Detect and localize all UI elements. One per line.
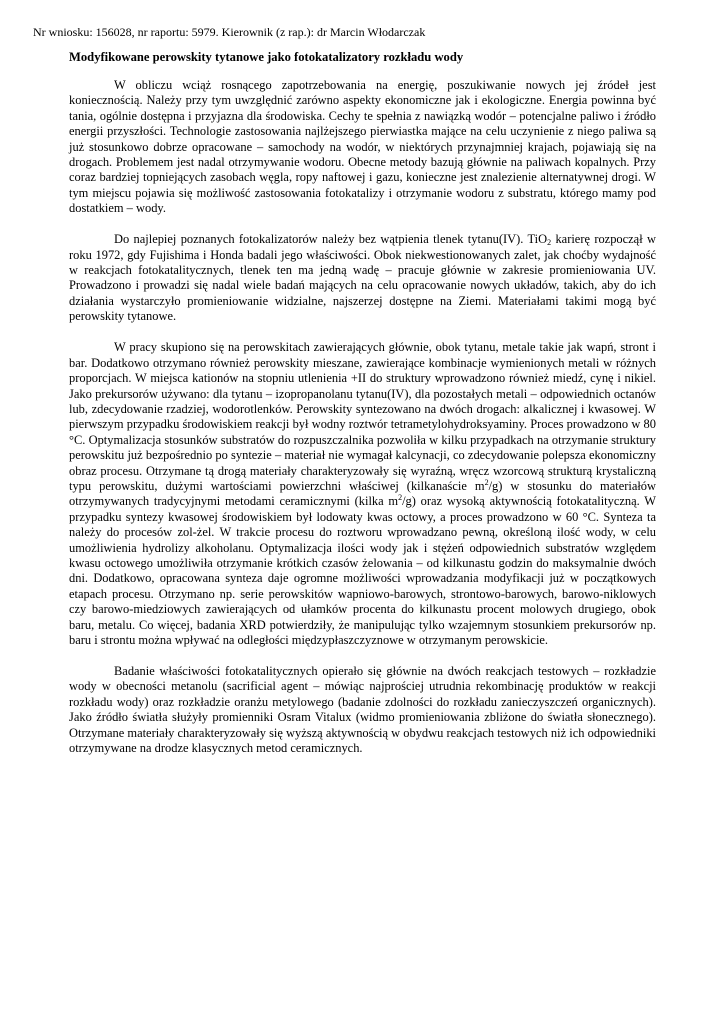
paragraph-3 xyxy=(69,340,656,648)
paragraph-3-text-c: /g) oraz wysoką aktywnością fotokatalityczną. W przypadku syntezy kwasowej środowiskiem był lodowaty kwas octowy, a proces prowadzono w 60 °C. Synteza ta należy do procesów zol-żel. W trakcie procesu do roztworu wprowadzano pewną, określoną ilość wody, w celu umożliwienia hydrolizy alkoholanu. Optymalizacja ilości wody jak i stężeń odpowiednich substratów względem kwasu octowego umożliwiła otrzymanie krótkich czasów żelowania – od kilkunastu godzin do maksymalnie dwóch dni. Dodatkowo, opracowana synteza daje ogromne możliwości wprowadzania modyfikacji już w początkowych etapach procesu. Otrzymano np. serie perowskitów wapniowo-barowych, strontowo-barowych, barowo-niklowych czy barowo-miedziowych zawierających od ułamków procenta do kilkunastu procent molowych drugiego, obok baru, metalu. Co więcej, badania XRD potwierdziły, że manipulując tylko wzajemnym stosunkiem prekursorów np. baru i strontu można wpływać na odległości międzypłaszczyznowe w otrzymanym perowskicie. xyxy=(69,494,656,647)
superscript-m2-first: 2 xyxy=(484,477,489,487)
paragraph-1: W obliczu wciąż rosnącego zapotrzebowania na energię, poszukiwanie nowych jej źródeł jest koniecznością. Należy przy tym uwzględnić zarówno aspekty ekonomiczne jak i ekologiczne. Energia powinna być tania, ogólnie dostępna i przyjazna dla środowiska. Cechy te spełnia z nawiązką wodór – potencjalne paliwo i źródło energii przyszłości. Technologie zastosowania najlżejszego pierwiastka mające na celu uczynienie z niego paliwa są już stosunkowo dobrze opracowane – samochody na wodór, w niektórych przynajmniej krajach, pojawiają się na drogach. Problemem jest nadal otrzymywanie wodoru. Obecne metody bazują głównie na paliwach kopalnych. Przy coraz bardziej topniejących zasobach węgla, ropy naftowej i gazu, konieczne jest znalezienie alternatywnej drogi. W tym miejscu pojawia się możliwość zastosowania fotokatalizy i otrzymanie wodoru z substratu, którego mamy pod dostatkiem – wody. xyxy=(69,78,656,216)
document-body xyxy=(69,78,656,772)
paragraph-2-text-a: Do najlepiej poznanych fotokalizatorów należy bez wątpienia tlenek tytanu(IV). TiO xyxy=(114,232,548,247)
paragraph-3-text-a: W pracy skupiono się na perowskitach zawierających głównie, obok tytanu, metale takie jak wapń, stront i bar. Dodatkowo otrzymano również perowskity mieszane, zawierające kombinacje wymienionych metali w różnych proporcjach. W miejsca kationów na stopniu utlenienia +II do struktury wprowadzono również miedź, cynę i nikiel. Jako prekursorów używano: dla tytanu – izopropanolanu tytanu(IV), dla pozostałych metali – odpowiednich octanów lub, zdecydowanie rzadziej, wodorotlenków. Perowskity syntezowano na dwóch drogach: alkalicznej i kwasowej. W pierwszym przypadku środowiskiem reakcji był wodny roztwór tetrametylohydroksyaminy. Proces prowadzono w 80 °C. Optymalizacja stosunków substratów do rozpuszczalnika pozwoliła w kilku przypadkach na otrzymanie struktury perowskitu już bezpośrednio po syntezie – materiał nie wymagał kalcynacji, co zdecydowanie polepsza ekonomiczny obraz procesu. Otrzymane tą drogą materiały charakteryzowały się wyraźną, wręcz wzorcową strukturą krystaliczną typu perowskitu, dużymi wartościami powierzchni właściwej (kilkanaście m xyxy=(69,340,656,493)
subscript-2: 2 xyxy=(547,238,552,248)
report-header: Nr wniosku: 156028, nr raportu: 5979. Kierownik (z rap.): dr Marcin Włodarczak xyxy=(33,25,426,39)
paragraph-2 xyxy=(69,232,656,324)
superscript-m2-second: 2 xyxy=(398,493,403,503)
paragraph-3-text-b: /g) w stosunku do materiałów otrzymywanych tradycyjnymi metodami ceramicznymi (kilka m xyxy=(69,478,656,509)
paragraph-2-text-b: karierę rozpoczął w roku 1972, gdy Fujishima i Honda badali jego właściwości. Obok niekwestionowanych zalet, jak choćby wydajność w reakcjach fotokatalitycznych, tlenek ten ma jedną wadę – pracuje głównie w zakresie promieniowania UV. Prowadzono i prowadzi się nadal wiele badań mających na celu opracowanie nowych układów, takich, aby do ich działania wystarczyło promieniowanie widzialne, najszerzej dostępne na Ziemi. Materiałami takimi mogą być perowskity tytanowe. xyxy=(69,232,656,324)
document-title: Modyfikowane perowskity tytanowe jako fotokatalizatory rozkładu wody xyxy=(69,50,464,64)
paragraph-4: Badanie właściwości fotokatalitycznych opierało się głównie na dwóch reakcjach testowych – rozkładzie wody w obecności metanolu (sacrificial agent – mówiąc najprościej utrudnia rekombinację produktów w reakcji rozkładu wody) oraz rozkładzie oranżu metylowego (badanie zdolności do rozkładu zanieczyszczeń organicznych). Jako źródło światła służyły promienniki Osram Vitalux (widmo promieniowania zbliżone do światła słonecznego). Otrzymane materiały charakteryzowały się wyższą aktywnością w obydwu reakcjach testowych niż ich odpowiedniki otrzymywane na drodze klasycznych metod ceramicznych. xyxy=(69,664,656,756)
